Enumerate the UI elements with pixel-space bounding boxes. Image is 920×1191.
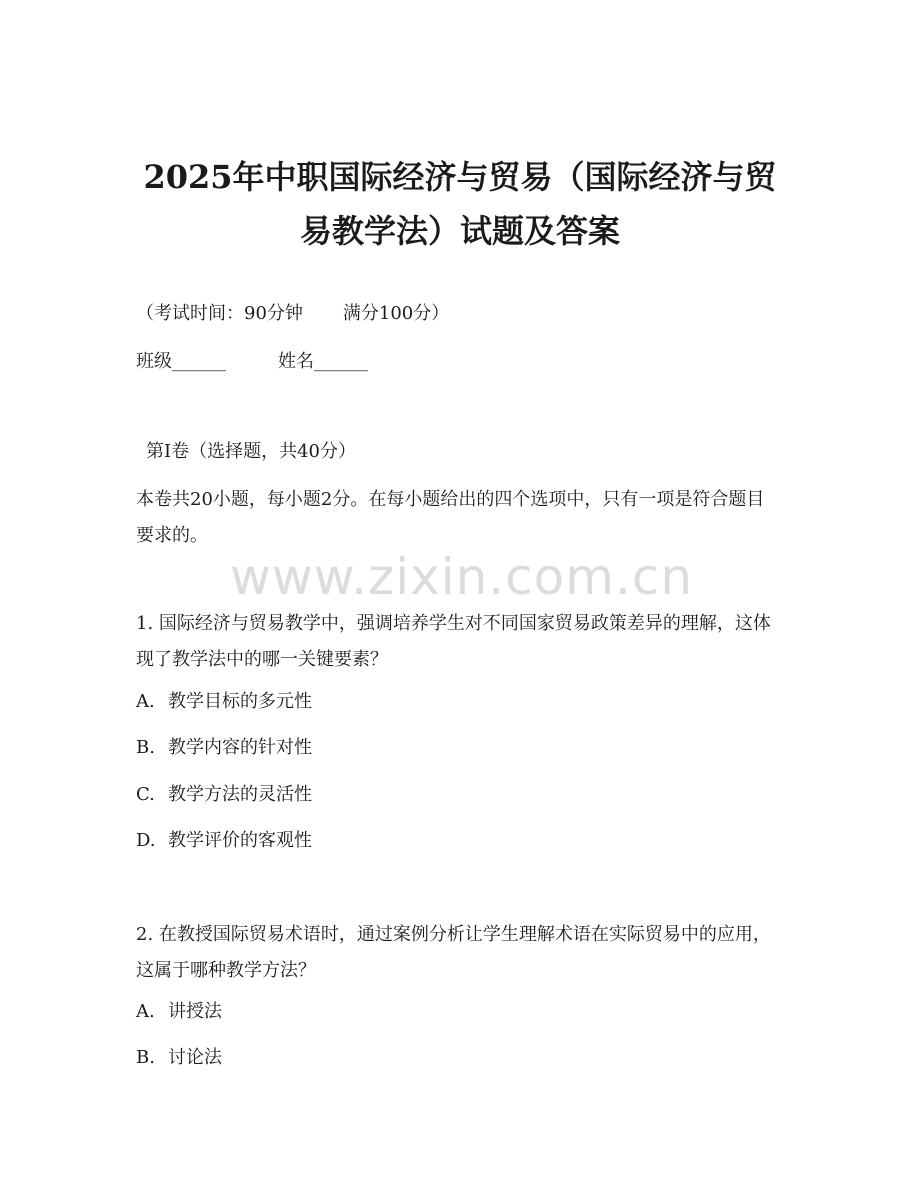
question-1-option-d [136,823,786,859]
question-2-option-b [136,1040,786,1076]
option-text: 教学方法的灵活性 [168,784,312,805]
student-info [136,344,786,380]
question-1-stem [136,606,781,678]
question-number: 1. [136,613,154,634]
watermark: www.zixin.com.cn [230,548,694,606]
title-line-1: 2025年中职国际经济与贸易（国际经济与贸 [143,158,777,196]
option-text: 讨论法 [168,1047,222,1068]
option-letter: B. [136,1047,155,1068]
option-letter: A. [136,691,155,712]
option-letter: C. [136,784,155,805]
option-text: 教学目标的多元性 [168,691,312,712]
option-text: 教学内容的针对性 [168,737,312,758]
option-letter: B. [136,737,155,758]
question-2-stem [136,917,781,989]
title-line-2: 易教学法）试题及答案 [299,212,620,250]
section-note: 本卷共20小题，每小题2分。在每小题给出的四个选项中，只有一项是符合题目要求的。 [136,489,765,546]
question-text: 在教授国际贸易术语时，通过案例分析让学生理解术语在实际贸易中的应用，这属于哪种教学方法？ [136,924,771,981]
option-text: 教学评价的客观性 [168,830,312,851]
question-number: 2. [136,924,154,945]
question-1-option-b [136,730,786,766]
class-field: 班级______ [136,351,226,372]
question-text: 国际经济与贸易教学中，强调培养学生对不同国家贸易政策差异的理解，这体现了教学法中的哪一关键要素？ [136,613,771,670]
name-field: 姓名______ [278,351,368,372]
question-2-option-a [136,994,786,1030]
exam-info [136,296,786,332]
question-1-option-c [136,777,786,813]
section-heading: 第I卷（选择题，共40分） [146,441,357,462]
option-letter: D. [136,830,156,851]
question-1-option-a [136,684,786,720]
document-title [100,150,820,258]
option-letter: A. [136,1001,155,1022]
exam-time: （考试时间：90分钟 [136,303,303,324]
option-text: 讲授法 [168,1001,222,1022]
full-score: 满分100分） [342,303,450,324]
